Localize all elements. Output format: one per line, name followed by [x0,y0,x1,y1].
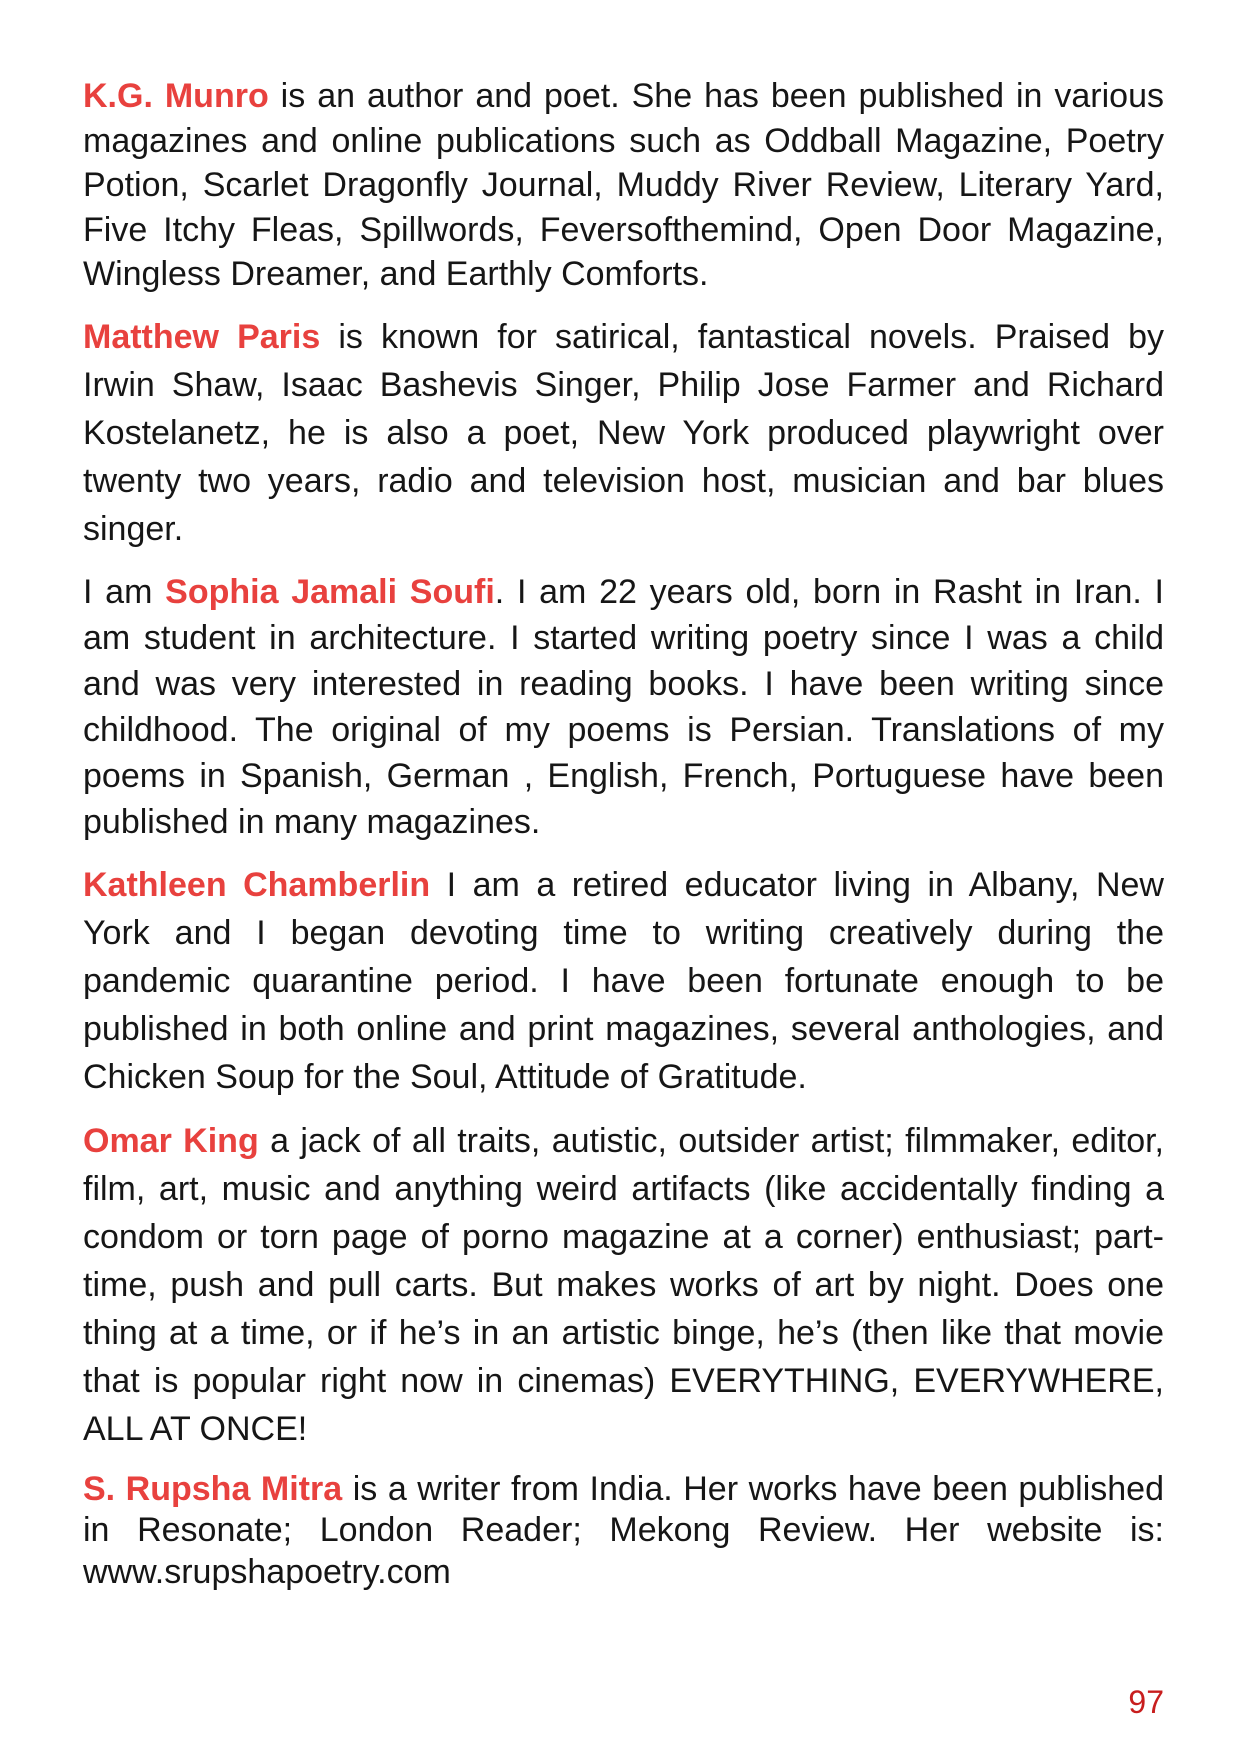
bio-text: . I am 22 years old, born in Rasht in Iran. I am student in architecture. I started writing poetry since I was a child and was very interested in reading books. I have been writing since childhood. The original of my poems is Persian. Translations of my poems in Spanish, German , English, French, Portuguese have been published in many magazines. [83,572,1164,841]
contributor-name: Matthew Paris [83,317,321,356]
bio-omar-king [83,1117,1164,1453]
contributor-name: Kathleen Chamberlin [83,865,431,904]
bio-sophia-jamali-soufi [83,569,1164,845]
bio-kathleen-chamberlin [83,861,1164,1101]
bio-kg-munro [83,74,1164,297]
contributor-name: K.G. Munro [83,77,269,115]
bio-s-rupsha-mitra [83,1469,1164,1594]
bio-text: I am a retired educator living in Albany, New York and I began devoting time to writing creatively during the pandemic quarantine period. I have been fortunate enough to be published in both online and print magazines, several anthologies, and Chicken Soup for the Soul, Attitude of Gratitude. [83,865,1164,1096]
bio-prefix: I am [83,572,166,611]
page-number: 97 [1128,1684,1164,1720]
contributor-name: Sophia Jamali Soufi [165,572,495,611]
bio-text: is an author and poet. She has been published in various magazines and online publications such as Oddball Magazine, Poetry Potion, Scarlet Dragonfly Journal, Muddy River Review, Literary Yard, Five Itchy Fleas, Spillwords, Feversofthemind, Open Door Magazine, Wingless Dreamer, and Earthly Comforts. [83,77,1164,293]
bio-matthew-paris [83,313,1164,553]
contributor-name: Omar King [83,1121,259,1160]
bio-text: is known for satirical, fantastical novels. Praised by Irwin Shaw, Isaac Bashevis Singer, Philip Jose Farmer and Richard Kostelanetz, he is also a poet, New York produced playwright over twenty two years, radio and television host, musician and bar blues singer. [83,317,1165,548]
bio-text: a jack of all traits, autistic, outsider artist; filmmaker, editor, film, art, music and anything weird artifacts (like accidentally finding a condom or torn page of porno magazine at a corner) enthusiast; part-time, push and pull carts. But makes works of art by night. Does one thing at a time, or if he’s in an artistic binge, he’s (then like that movie that is popular right now in cinemas) EVERYTHING, EVERYWHERE, ALL AT ONCE! [83,1121,1164,1448]
contributor-name: S. Rupsha Mitra [83,1469,343,1508]
contributor-bios-page [83,74,1164,1609]
bio-text: is a writer from India. Her works have been published in Resonate; London Reader; Mekong Review. Her website is: www.srupshapoetry.com [83,1469,1164,1591]
